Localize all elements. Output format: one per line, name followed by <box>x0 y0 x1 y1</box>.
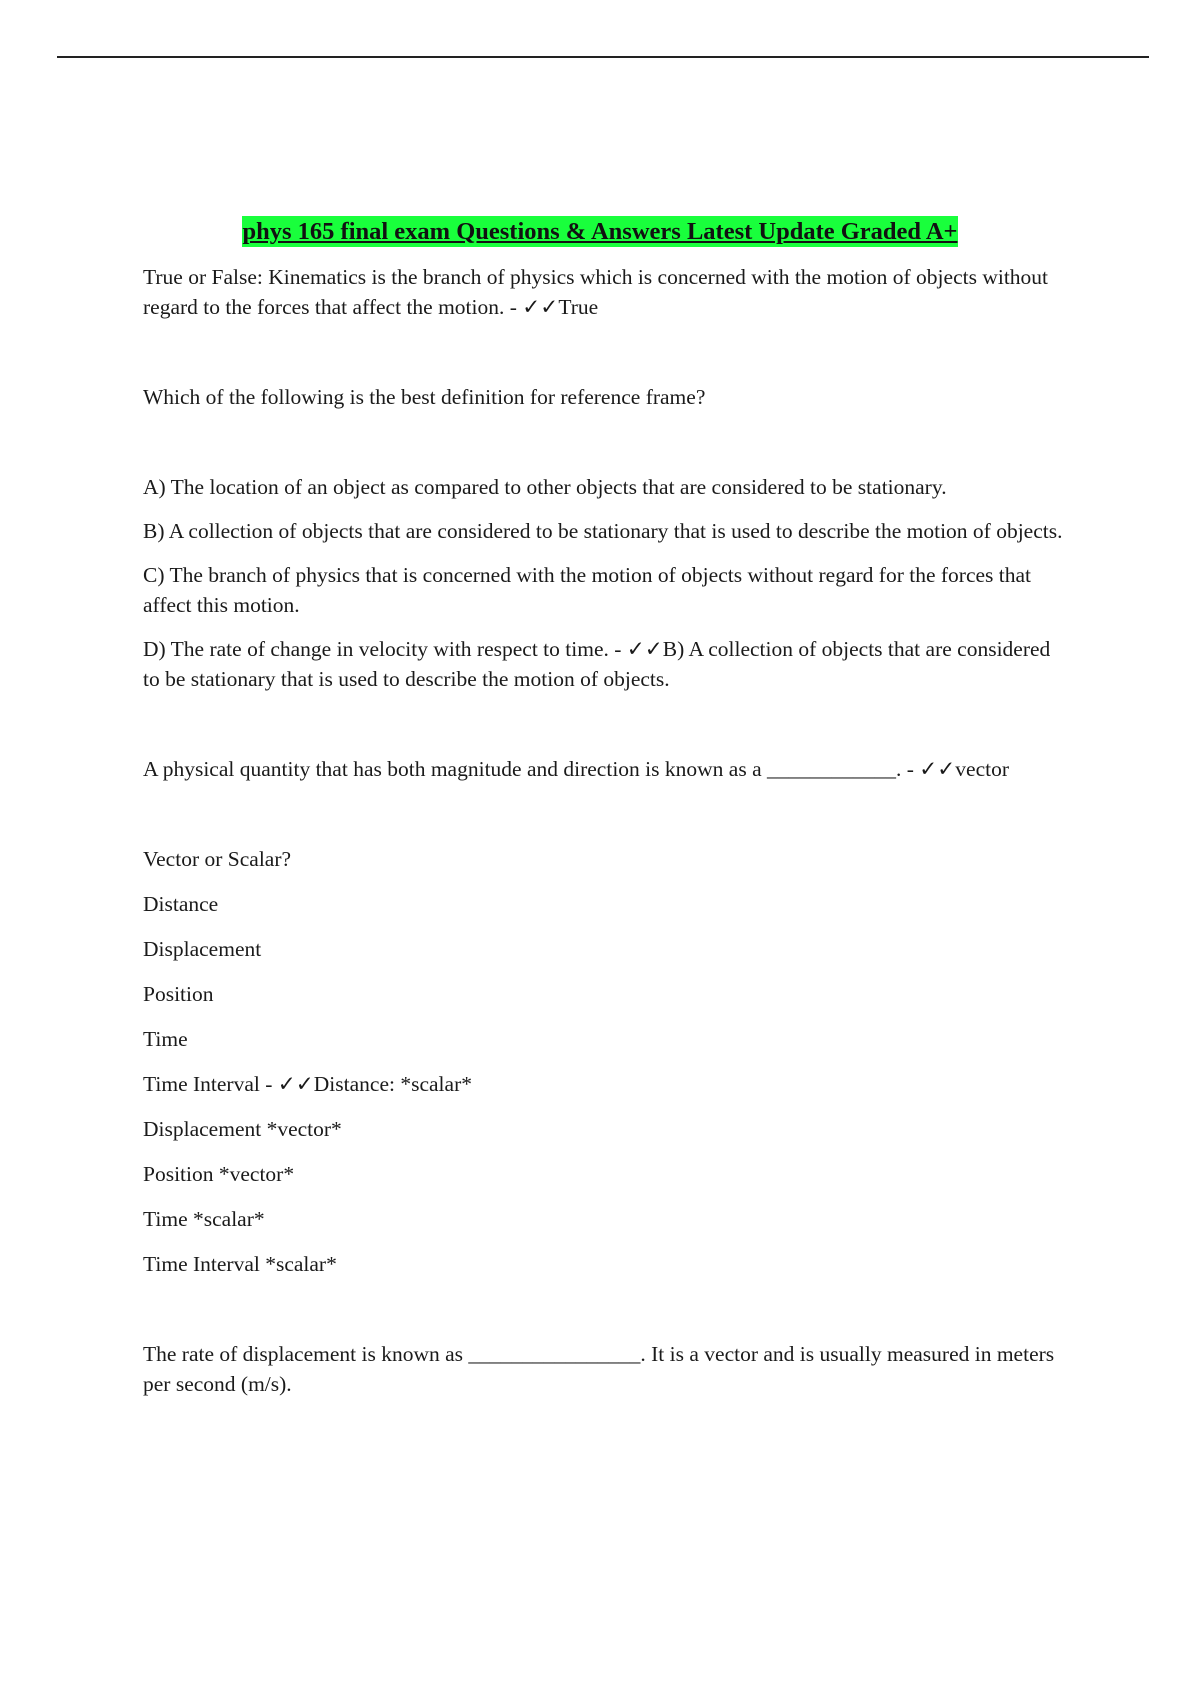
option-d: D) The rate of change in velocity with respect to time. - ✓✓B) A collection of objects that are considered to be stationary that is used to describe the motion of objects. <box>143 637 1051 691</box>
document-body <box>143 262 1068 1399</box>
header-rule <box>57 56 1149 58</box>
title-container <box>0 216 1200 247</box>
list-item: Position *vector* <box>143 1162 295 1186</box>
question-kinematics: True or False: Kinematics is the branch of physics which is concerned with the motion of objects without regard to the forces that affect the motion. - ✓✓True <box>143 265 1049 319</box>
list-item: Time <box>143 1027 188 1051</box>
list-item: Time Interval - ✓✓Distance: *scalar* <box>143 1072 472 1096</box>
question-reference-frame: Which of the following is the best definition for reference frame? <box>143 385 706 409</box>
question-velocity: The rate of displacement is known as ________________. It is a vector and is usually measured in meters per second (m/s). <box>143 1342 1055 1396</box>
document-title: phys 165 final exam Questions & Answers Latest Update Graded A+ <box>242 218 958 245</box>
question-vector-or-scalar: Vector or Scalar? <box>143 847 292 871</box>
list-item: Distance <box>143 892 219 916</box>
option-a: A) The location of an object as compared to other objects that are considered to be stationary. <box>143 475 947 499</box>
list-item: Time *scalar* <box>143 1207 265 1231</box>
list-item: Displacement *vector* <box>143 1117 342 1141</box>
option-b: B) A collection of objects that are considered to be stationary that is used to describe the motion of objects. <box>143 519 1063 543</box>
question-vector-definition: A physical quantity that has both magnitude and direction is known as a ____________. - ✓✓vector <box>143 757 1010 781</box>
list-item: Time Interval *scalar* <box>143 1252 337 1276</box>
option-c: C) The branch of physics that is concerned with the motion of objects without regard for the forces that affect this motion. <box>143 563 1032 617</box>
list-item: Displacement <box>143 937 262 961</box>
list-item: Position <box>143 982 214 1006</box>
